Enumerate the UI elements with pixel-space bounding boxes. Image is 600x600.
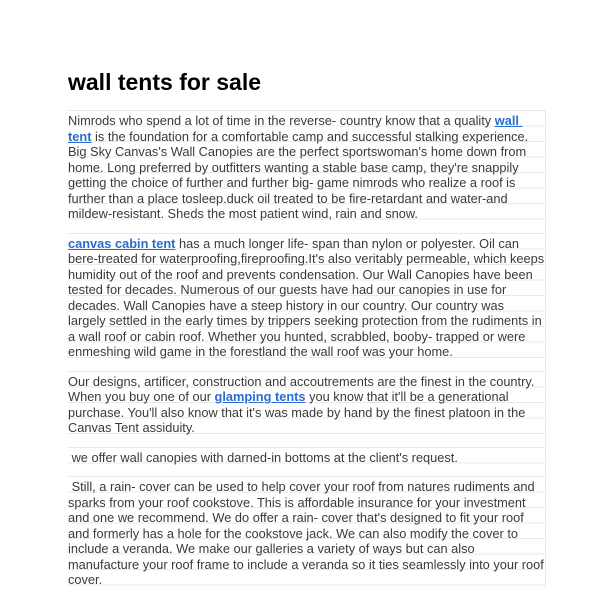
page-title: wall tents for sale bbox=[68, 69, 262, 95]
article-body bbox=[68, 110, 546, 588]
paragraph bbox=[68, 233, 548, 360]
paragraph-text: you know that it'll be a generational purchase. You'll also know that it's was made by hand by the finest platoon in the Canvas Tent assiduity. bbox=[68, 389, 529, 435]
paragraph-text: has a much longer life- span than nylon or polyester. Oil can bere-treated for waterproofing,fireproofing.It's also veritably permeable, which keeps humidity out of the roof and prevents condensation. Our Wall Canopies have been tested for decades. Numerous of our guests have had our canopies in use for decades. Wall Canopies have a steep history in our country. Our country was largely settled in the early times by trippers seeking protection from the rudiments in a wall roof or cabin roof. Whether you hunted, scrabbled, booby- trapped or were enmeshing wild game in the forestland the wall roof was your home. bbox=[68, 235, 548, 359]
link-canvas-cabin-tent[interactable]: canvas cabin tent bbox=[68, 235, 176, 251]
paragraph bbox=[68, 110, 545, 222]
paragraph bbox=[68, 447, 545, 466]
paragraph-text: we offer wall canopies with darned-in bottoms at the client's request. bbox=[68, 449, 458, 465]
paragraph bbox=[68, 476, 548, 588]
link-wall-tent[interactable]: wall tent bbox=[68, 113, 523, 144]
link-glamping-tents[interactable]: glamping tents bbox=[214, 389, 306, 404]
paragraph-text: Still, a rain- cover can be used to help cover your roof from natures rudiments and sparks from your roof cookstove. This is affordable insurance for your investment and one we recommend. We do offer a rain- cover that's designed to fit your roof and formerly has a hole for the cookstove jack. We can also modify the cover to include a veranda. We make our galleries a variety of ways but can also manufacture your roof frame to include a veranda so it ties seamlessly into your roof cover. bbox=[68, 479, 548, 587]
paragraph bbox=[68, 371, 545, 436]
paragraph-text: is the foundation for a comfortable camp and successful stalking experience. Big Sky Canvas's Wall Canopies are the perfect sportswoman's home down from home. Long preferred by outfitters wanting a stable base camp, they're snappily getting the choice of further and further big- game nimrods who realize a roof is further than a place tosleep.duck oil treated to be fire-retardant and water-and mildew-resistant. Sheds the most patient wind, rain and snow. bbox=[68, 128, 532, 221]
paragraph-text: Nimrods who spend a lot of time in the reverse- country know that a quality bbox=[68, 113, 495, 128]
document-page bbox=[68, 0, 546, 599]
paragraph-text: Our designs, artificer, construction and accoutrements are the finest in the country. When you buy one of our bbox=[68, 373, 538, 404]
